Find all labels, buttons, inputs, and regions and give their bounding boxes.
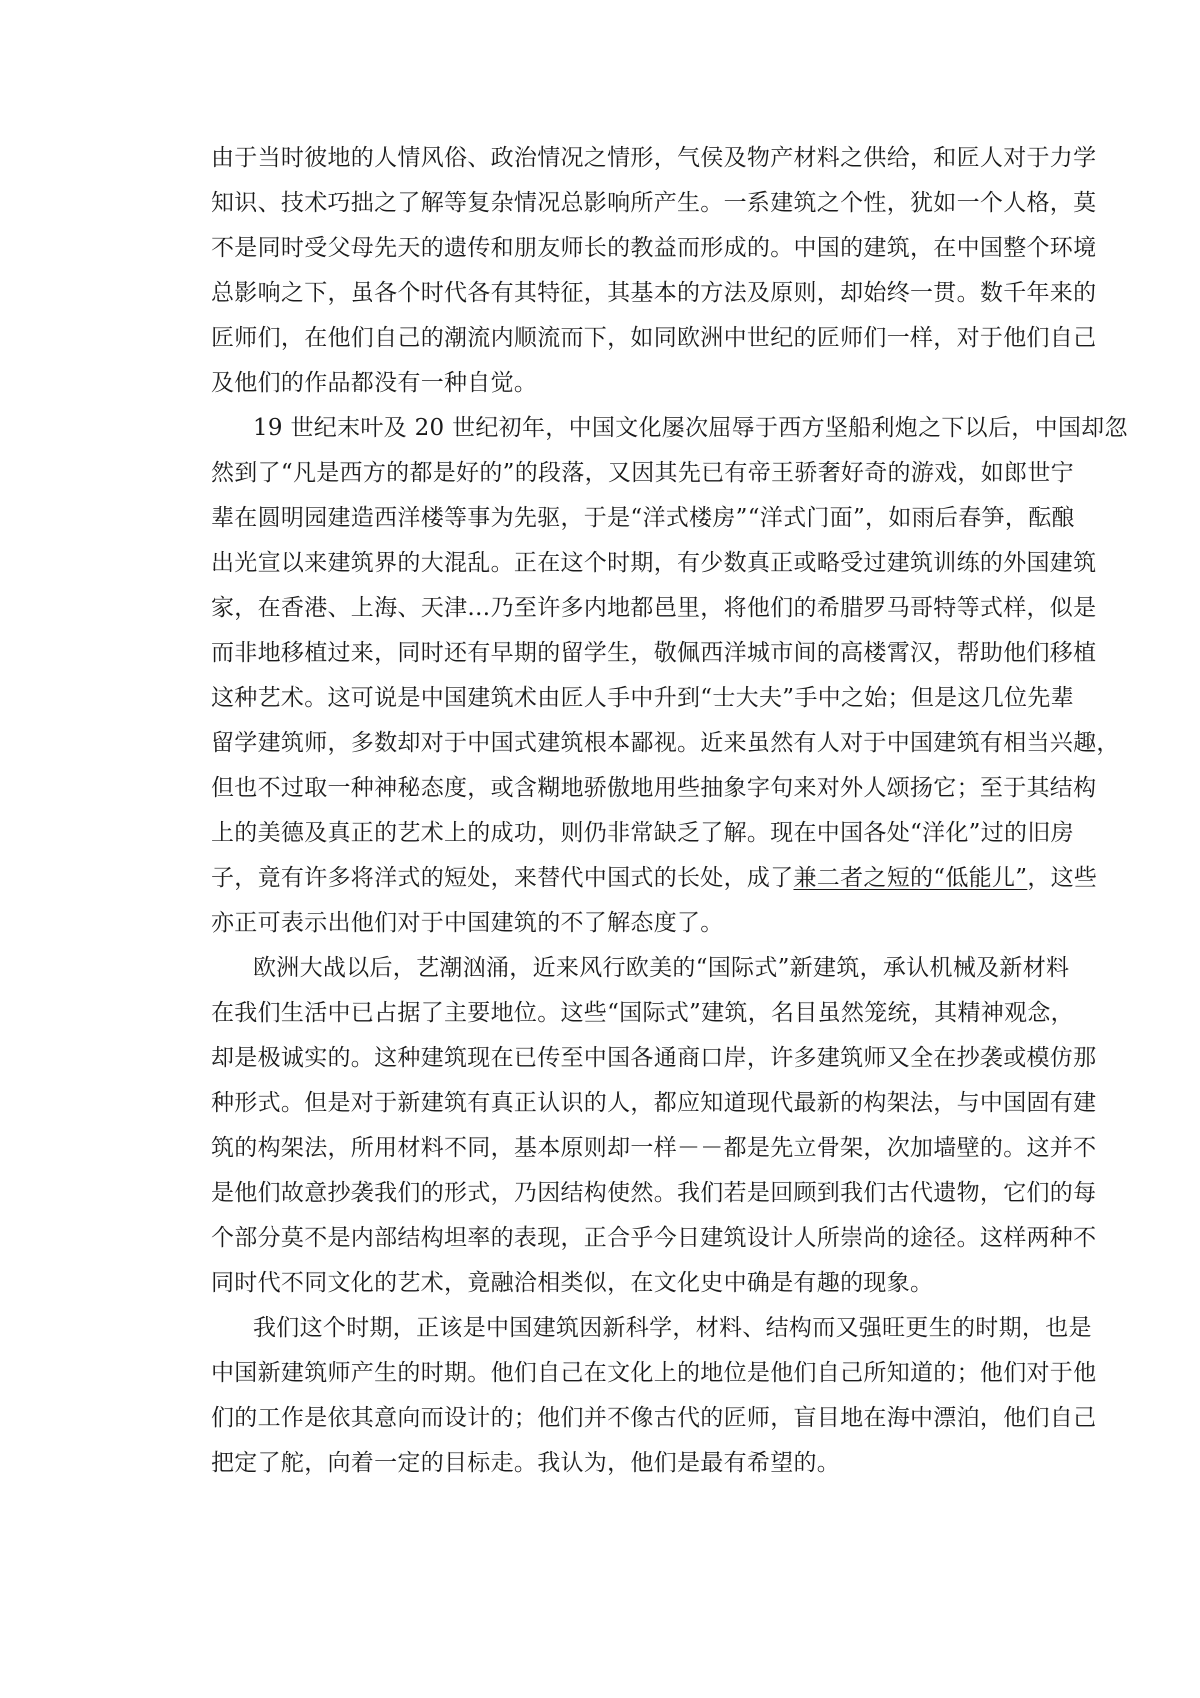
paragraph-1-line-6: 及他们的作品都没有一种自觉。 bbox=[211, 370, 538, 396]
paragraph-2-line-11-before: 子，竟有许多将洋式的短处，来替代中国式的长处，成了 bbox=[211, 865, 794, 891]
paragraph-3-line-3: 却是极诚实的。这种建筑现在已传至中国各通商口岸，许多建筑师又全在抄袭或模仿那 bbox=[211, 1045, 1097, 1071]
paragraph-2-line-5: 家，在香港、上海、天津…乃至许多内地都邑里，将他们的希腊罗马哥特等式样，似是 bbox=[211, 595, 1097, 621]
paragraph-3-line-1: 欧洲大战以后，艺潮汹涌，近来风行欧美的“国际式”新建筑，承认机械及新材料 bbox=[253, 955, 1070, 981]
paragraph-3-line-6: 是他们故意抄袭我们的形式，乃因结构使然。我们若是回顾到我们古代遗物，它们的每 bbox=[211, 1180, 1097, 1206]
paragraph-1-line-3: 不是同时受父母先天的遗传和朋友师长的教益而形成的。中国的建筑，在中国整个环境 bbox=[211, 235, 1097, 261]
paragraph-2-line-1: 19 世纪末叶及 20 世纪初年，中国文化屡次屈辱于西方坚船利炮之下以后，中国却忽 bbox=[253, 415, 1128, 441]
paragraph-1-line-1: 由于当时彼地的人情风俗、政治情况之情形，气侯及物产材料之供给，和匠人对于力学 bbox=[211, 145, 1097, 171]
paragraph-4-line-4: 把定了舵，向着一定的目标走。我认为，他们是最有希望的。 bbox=[211, 1450, 841, 1476]
paragraph-2-line-6: 而非地移植过来，同时还有早期的留学生，敬佩西洋城市间的高楼霄汉，帮助他们移植 bbox=[211, 640, 1097, 666]
paragraph-1-line-5: 匠师们，在他们自己的潮流内顺流而下，如同欧洲中世纪的匠师们一样，对于他们自己 bbox=[211, 325, 1097, 351]
paragraph-4-line-3: 们的工作是依其意向而设计的；他们并不像古代的匠师，盲目地在海中漂泊，他们自己 bbox=[211, 1405, 1097, 1431]
paragraph-3-line-8: 同时代不同文化的艺术，竟融洽相类似，在文化史中确是有趣的现象。 bbox=[211, 1270, 934, 1296]
paragraph-3-line-4: 种形式。但是对于新建筑有真正认识的人，都应知道现代最新的构架法，与中国固有建 bbox=[211, 1090, 1097, 1116]
paragraph-1-line-2: 知识、技术巧拙之了解等复杂情况总影响所产生。一系建筑之个性，犹如一个人格，莫 bbox=[211, 190, 1097, 216]
paragraph-2-line-9: 但也不过取一种神秘态度，或含糊地骄傲地用些抽象字句来对外人颂扬它；至于其结构 bbox=[211, 775, 1097, 801]
paragraph-2-line-4: 出光宣以来建筑界的大混乱。正在这个时期，有少数真正或略受过建筑训练的外国建筑 bbox=[211, 550, 1097, 576]
paragraph-2-line-8: 留学建筑师，多数却对于中国式建筑根本鄙视。近来虽然有人对于中国建筑有相当兴趣， bbox=[211, 730, 1120, 756]
paragraph-2-line-3: 辈在圆明园建造西洋楼等事为先驱，于是“洋式楼房”“洋式门面”，如雨后春笋，酝酿 bbox=[211, 505, 1075, 531]
paragraph-3-line-5: 筑的构架法，所用材料不同，基本原则却一样－－都是先立骨架，次加墙壁的。这并不 bbox=[211, 1135, 1097, 1161]
paragraph-1-line-4: 总影响之下，虽各个时代各有其特征，其基本的方法及原则，却始终一贯。数千年来的 bbox=[211, 280, 1097, 306]
paragraph-2-line-7: 这种艺术。这可说是中国建筑术由匠人手中升到“士大夫”手中之始；但是这几位先辈 bbox=[211, 685, 1074, 711]
paragraph-2-line-10: 上的美德及真正的艺术上的成功，则仍非常缺乏了解。现在中国各处“洋化”过的旧房 bbox=[211, 820, 1074, 846]
paragraph-3-line-7: 个部分莫不是内部结构坦率的表现，正合乎今日建筑设计人所崇尚的途径。这样两种不 bbox=[211, 1225, 1097, 1251]
paragraph-2-line-11-after: ，这些 bbox=[1027, 865, 1098, 891]
paragraph-3-line-2: 在我们生活中已占据了主要地位。这些“国际式”建筑，名目虽然笼统，其精神观念， bbox=[211, 1000, 1074, 1026]
paragraph-2-line-11 bbox=[211, 863, 1098, 893]
paragraph-4-line-1: 我们这个时期，正该是中国建筑因新科学，材料、结构而又强旺更生的时期，也是 bbox=[253, 1315, 1092, 1341]
paragraph-2-line-12: 亦正可表示出他们对于中国建筑的不了解态度了。 bbox=[211, 910, 724, 936]
underlined-phrase: 兼二者之短的“低能儿” bbox=[793, 865, 1028, 891]
paragraph-2-line-2: 然到了“凡是西方的都是好的”的段落，又因其先已有帝王骄奢好奇的游戏，如郎世宁 bbox=[211, 460, 1074, 486]
paragraph-4-line-2: 中国新建筑师产生的时期。他们自己在文化上的地位是他们自己所知道的；他们对于他 bbox=[211, 1360, 1097, 1386]
